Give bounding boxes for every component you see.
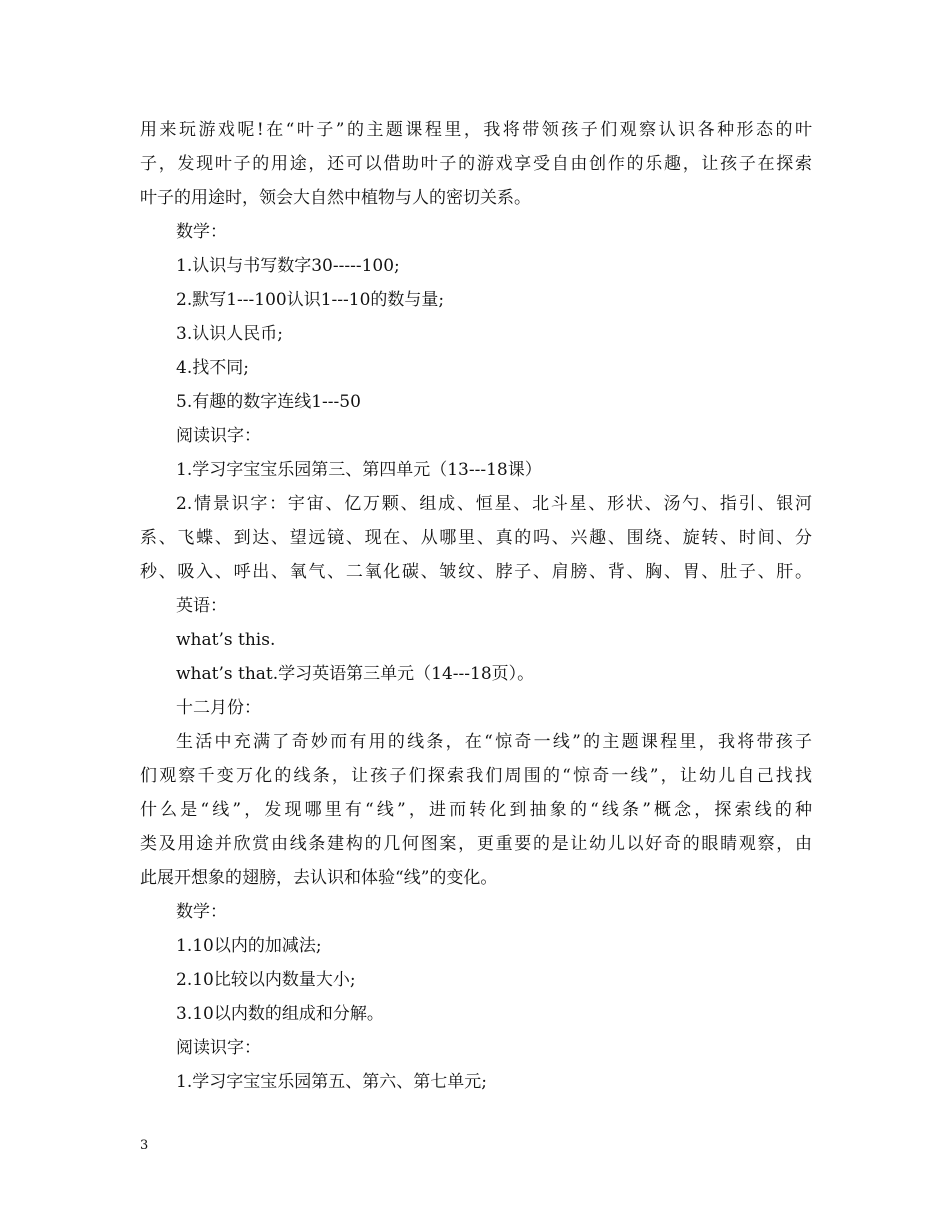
text-line: 此展开想象的翅膀，去认识和体验“线”的变化。 (140, 868, 498, 888)
section-heading-reading: 阅读识字： (176, 426, 261, 446)
section-heading-english: 英语： (176, 596, 227, 616)
text-line: 生活中充满了奇妙而有用的线条，在“惊奇一线”的主题课程里，我将带孩子 (176, 732, 812, 752)
text-line: 秒、吸入、呼出、氧气、二氧化碳、皱纹、脖子、肩膀、背、胸、胃、肚子、肝。 (140, 562, 812, 582)
list-item: what’s this. (176, 630, 276, 650)
list-item: 1.认识与书写数字30-----100; (176, 256, 400, 276)
text-line: 叶子的用途时，领会大自然中植物与人的密切关系。 (140, 188, 531, 208)
page-number: 3 (140, 1138, 149, 1153)
list-item: 2.10比较以内数量大小; (176, 970, 356, 990)
document-body (140, 113, 812, 1099)
list-item: 3.10以内数的组成和分解。 (176, 1004, 384, 1024)
list-item: 1.学习字宝宝乐园第五、第六、第七单元; (176, 1072, 487, 1092)
text-line: 类及用途并欣赏由线条建构的几何图案，更重要的是让幼儿以好奇的眼睛观察，由 (140, 834, 812, 854)
text-line: 子，发现叶子的用途，还可以借助叶子的游戏享受自由创作的乐趣，让孩子在探索 (140, 154, 812, 174)
list-item: 1.学习字宝宝乐园第三、第四单元（13---18课） (176, 460, 542, 480)
list-item: 1.10以内的加减法; (176, 936, 322, 956)
section-heading-math: 数学： (176, 902, 227, 922)
text-line: 用来玩游戏呢!在“叶子”的主题课程里，我将带领孩子们观察认识各种形态的叶 (140, 120, 812, 140)
text-line: 们观察千变万化的线条，让孩子们探索我们周围的“惊奇一线”，让幼儿自己找找 (140, 766, 812, 786)
list-item: 2.情景识字：宇宙、亿万颗、组成、恒星、北斗星、形状、汤勺、指引、银河 (176, 494, 812, 514)
list-item: 3.认识人民币; (176, 324, 283, 344)
section-heading-december: 十二月份： (176, 698, 261, 718)
text-line: 系、飞蝶、到达、望远镜、现在、从哪里、真的吗、兴趣、围绕、旋转、时间、分 (140, 528, 812, 548)
list-item: 4.找不同; (176, 358, 249, 378)
text-line: 什么是“线”，发现哪里有“线”，进而转化到抽象的“线条”概念，探索线的种 (140, 800, 812, 820)
list-item: what’s that.学习英语第三单元（14---18页）。 (176, 664, 535, 684)
list-item: 2.默写1---100认识1---10的数与量; (176, 290, 445, 310)
list-item: 5.有趣的数字连线1---50 (176, 392, 361, 412)
section-heading-math: 数学： (176, 222, 227, 242)
section-heading-reading: 阅读识字： (176, 1038, 261, 1058)
